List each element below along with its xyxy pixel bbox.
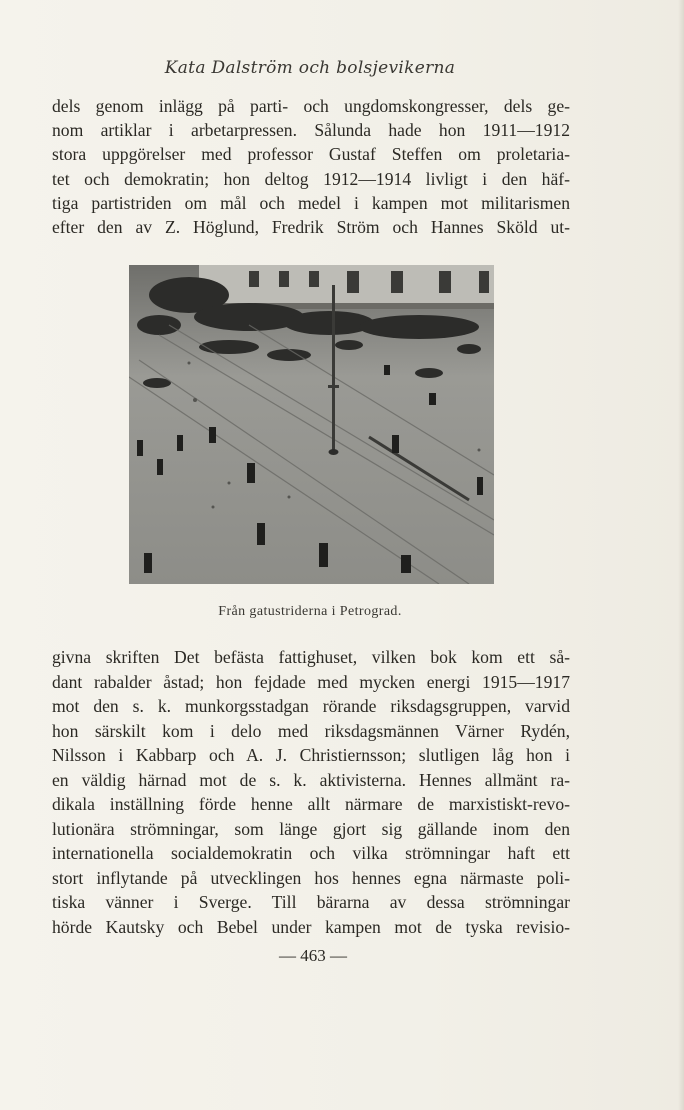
figure-caption: Från gatustriderna i Petrograd.: [218, 604, 402, 619]
text-line: mot den s. k. munkorgsstadgan rörande riksdagsgruppen, varvid: [52, 696, 570, 716]
street-fighting-photo: [129, 265, 494, 584]
text-line: stora uppgörelser med professor Gustaf Steffen om proletaria-: [52, 144, 570, 165]
text-line: hon särskilt kom i delo med riksdagsmännen Värner Rydén,: [52, 720, 570, 741]
text-line: Nilsson i Kabbarp och A. J. Christiernsson; slutligen låg hon i: [52, 745, 570, 765]
page-edge-shadow: [678, 0, 684, 1110]
running-header: Kata Dalström och bolsjevikerna: [164, 58, 456, 78]
page-number: — 463 —: [279, 946, 347, 965]
text-line: en väldig härnad mot de s. k. aktivisterna. Hennes allmänt ra-: [52, 769, 570, 790]
text-line: nom artiklar i arbetarpressen. Sålunda hade hon 1911—1912: [52, 120, 570, 141]
text-line: hörde Kautsky och Bebel under kampen mot de tyska revisio-: [52, 916, 570, 937]
text-line: tiga partistriden om mål och medel i kampen mot militarismen: [52, 192, 570, 213]
paragraph-bottom: [52, 645, 570, 939]
text-line: tet och demokratin; hon deltog 1912—1914 livligt i den häf-: [52, 168, 570, 189]
text-line: stort inflytande på utvecklingen hos hennes egna närmaste poli-: [52, 867, 570, 888]
street-scene-illustration: [129, 265, 494, 584]
text-line: internationella socialdemokratin och vilka strömningar haft ett: [52, 843, 570, 863]
text-line: dels genom inlägg på parti- och ungdomskongresser, dels ge-: [52, 96, 570, 116]
text-line: dant rabalder åstad; hon fejdade med mycken energi 1915—1917: [52, 671, 570, 692]
text-line: efter den av Z. Höglund, Fredrik Ström och Hannes Sköld ut-: [52, 217, 570, 238]
text-line: tiska vänner i Sverge. Till bärarna av dessa strömningar: [52, 892, 570, 912]
text-line: dikala inställning förde henne allt närmare de marxistiskt-revo-: [52, 794, 570, 814]
paragraph-top: [52, 94, 570, 239]
text-line: lutionära strömningar, som länge gjort sig gällande inom den: [52, 818, 570, 839]
text-line: givna skriften Det befästa fattighuset, vilken bok kom ett så-: [52, 647, 570, 667]
